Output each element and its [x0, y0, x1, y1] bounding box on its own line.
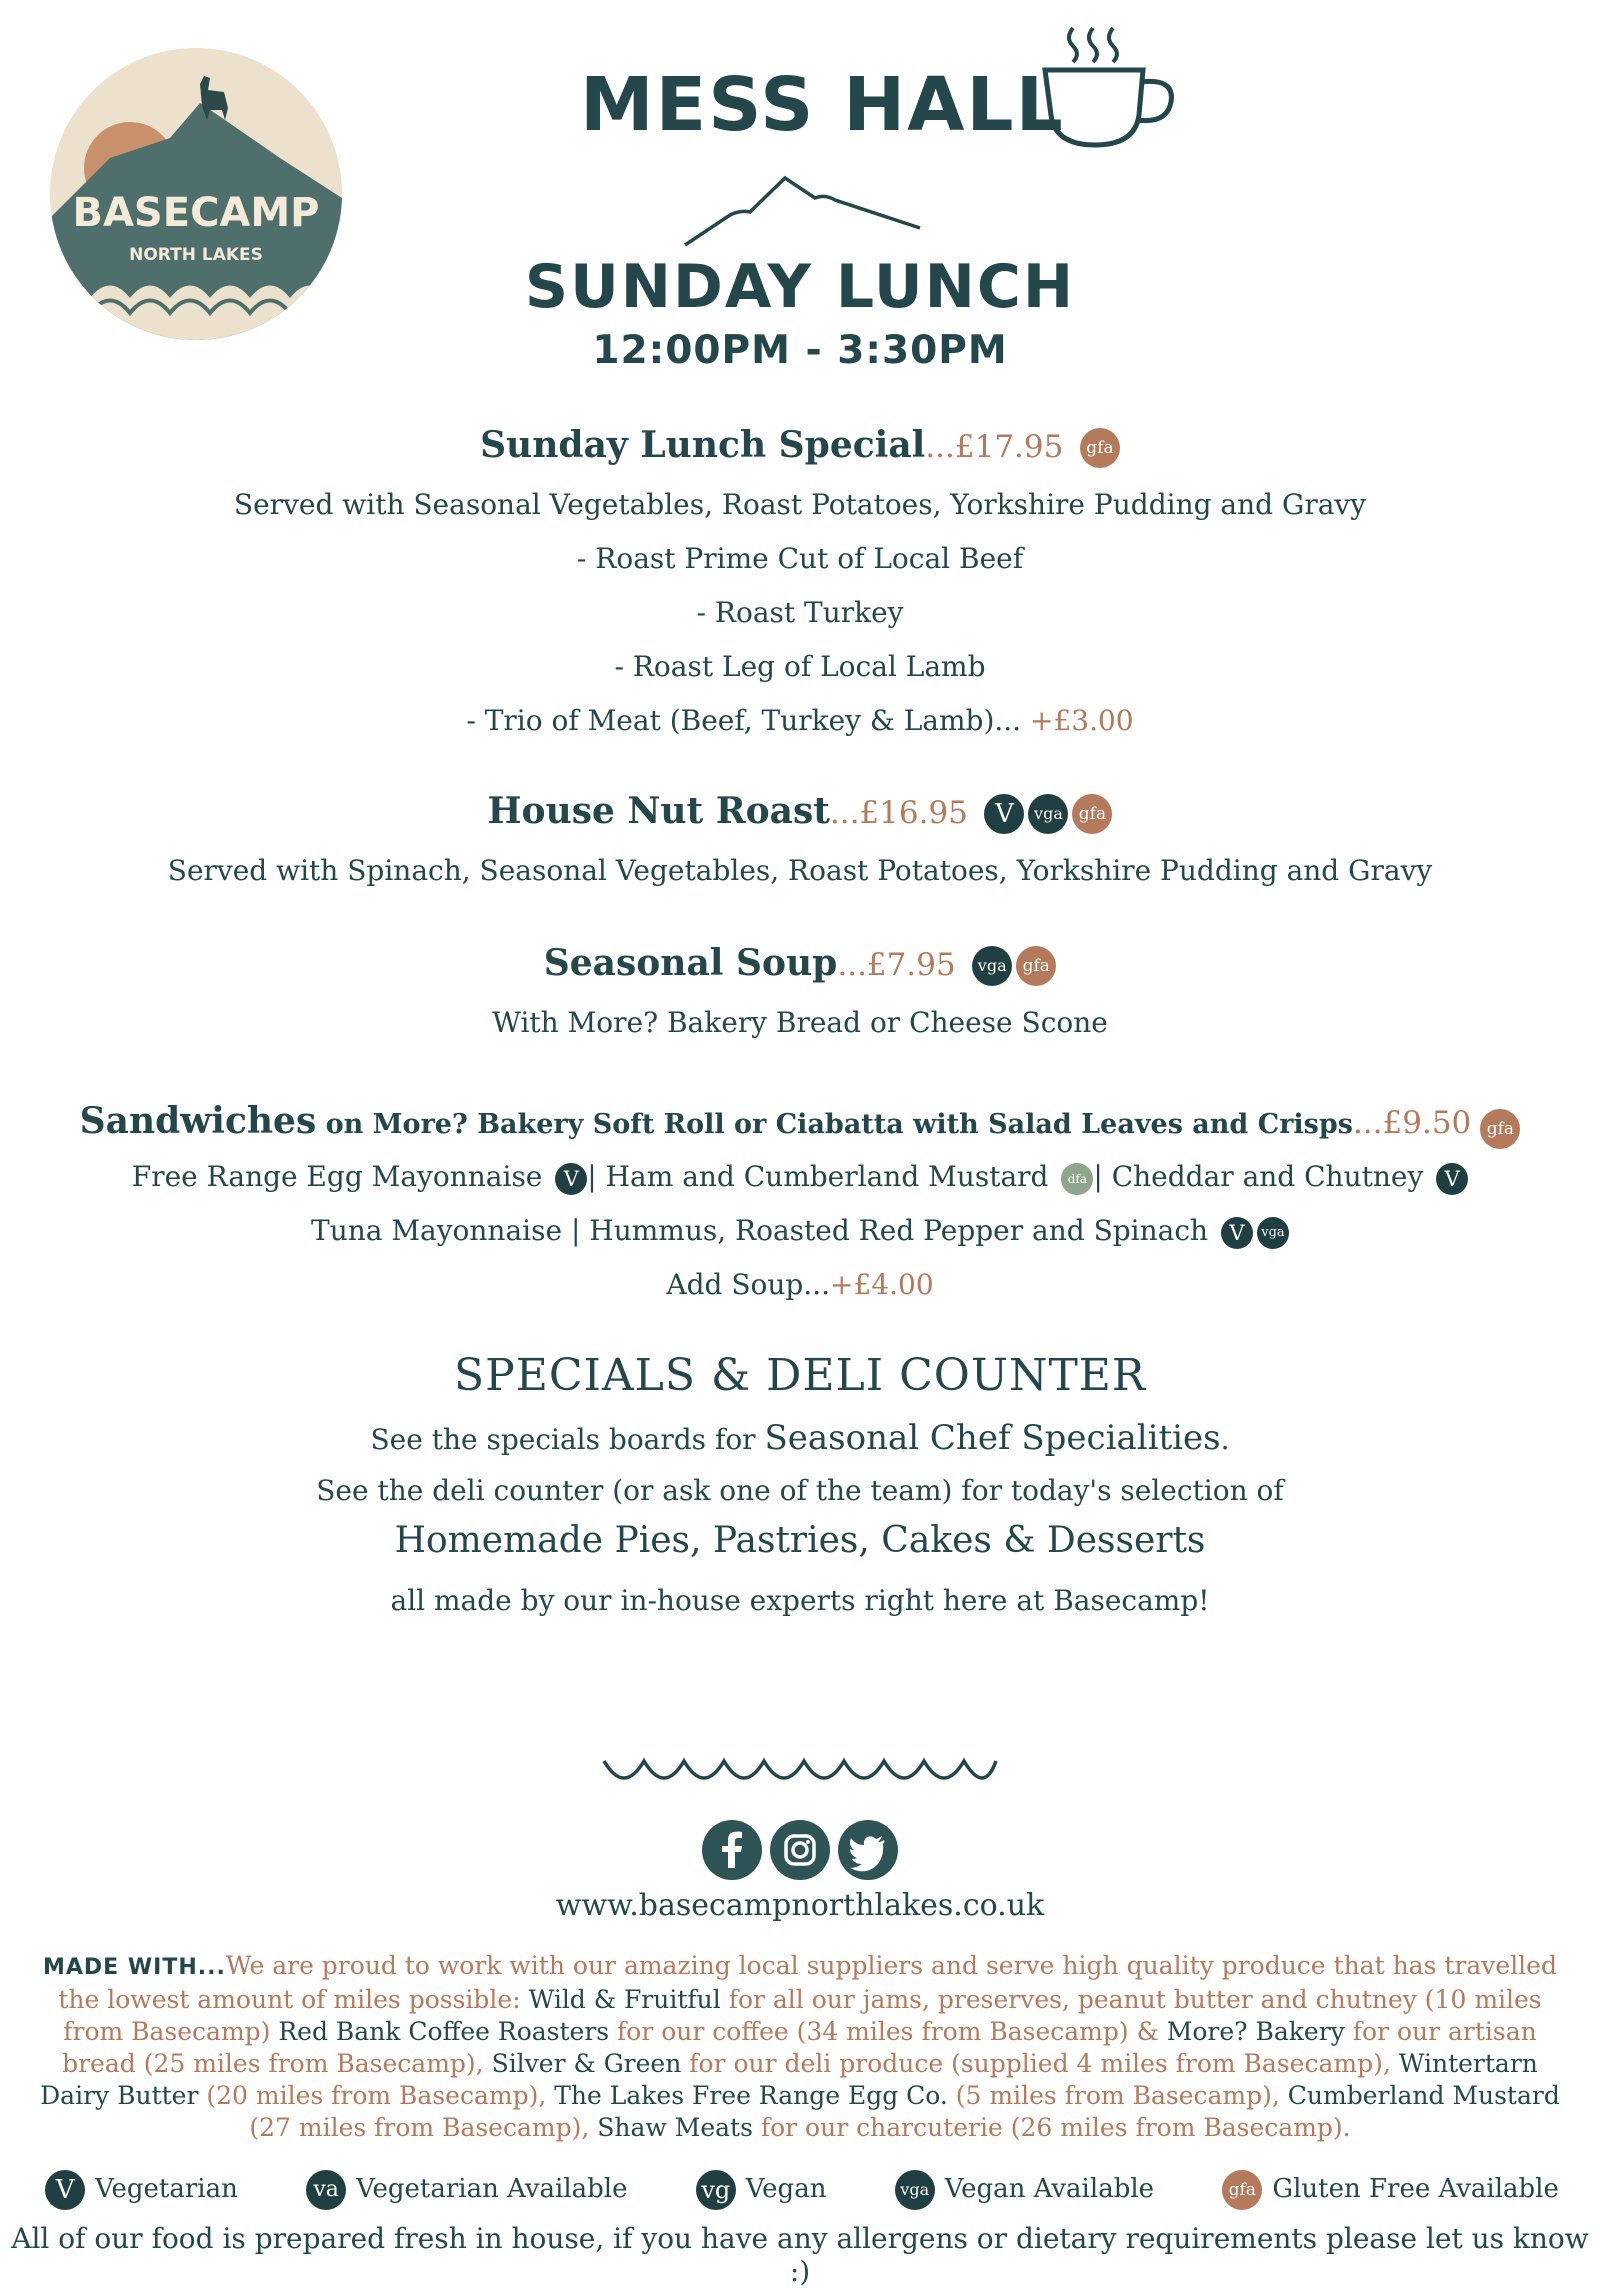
opening-hours: 12:00PM - 3:30PM [592, 328, 1008, 373]
add-soup [0, 1268, 1600, 1301]
made-with-paragraph: MADE WITH...We are proud to work with our amazing local suppliers and serve high quality produce that has travelled the lowest amount of miles possible: Wild & Fruitful for all our jams, preserves, peanut butter and chutney (10 miles from Basecamp) Red Bank Coffee Roasters for our coffee (34 miles from Basecamp) & More? Bakery for our artisan bread (25 miles from Basecamp), Silver & Green for our deli produce (supplied 4 miles from Basecamp), Wintertarn Dairy Butter (20 miles from Basecamp), The Lakes Free Range Egg Co. (5 miles from Basecamp), Cumberland Mustard (27 miles from Basecamp), Shaw Meats for our charcuterie (26 miles from Basecamp). [40, 1951, 1560, 2142]
vegetarian-badge: V [984, 794, 1024, 834]
special-price: £17.95 [954, 429, 1064, 465]
twitter-icon[interactable] [838, 1820, 898, 1880]
sandwiches-sub: on More? Bakery Soft Roll or Ciabatta with Salad Leaves and Crisps [316, 1109, 1353, 1140]
nut-roast-price: £16.95 [859, 795, 968, 831]
made-with-lead: MADE WITH... [43, 1955, 226, 1980]
dietary-legend [0, 2170, 1600, 2210]
filling-ham: | Ham and Cumberland Mustard [587, 1160, 1049, 1193]
special-heading [0, 424, 1600, 468]
logo-sub: NORTH LAKES [129, 245, 263, 265]
nut-roast-name: House Nut Roast [487, 790, 830, 832]
specials-line-1: See the specials boards for Seasonal Chef Specialities. [370, 1418, 1230, 1458]
soup-heading [0, 942, 1600, 986]
social-links [700, 1820, 900, 1884]
special-dots: ... [925, 429, 955, 465]
legend-vegetarian-available: va Vegetarian Available [302, 2170, 627, 2210]
logo-brand: BASECAMP [72, 190, 320, 236]
gfa-badge: gfa [1072, 794, 1112, 834]
sandwich-fillings-line-1 [0, 1160, 1600, 1195]
special-name: Sunday Lunch Special [480, 424, 926, 466]
special-option-lamb: - Roast Leg of Local Lamb [614, 650, 986, 683]
legend-gluten-free-available: gfa Gluten Free Available [1218, 2170, 1559, 2210]
vegetarian-badge: V [1221, 1217, 1253, 1249]
filling-tuna-hummus: Tuna Mayonnaise | Hummus, Roasted Red Pepper and Spinach [311, 1214, 1209, 1247]
sandwiches-heading [0, 1100, 1600, 1149]
mountain-divider-icon [680, 170, 925, 250]
specials-title: SPECIALS & DELI COUNTER [453, 1350, 1147, 1401]
special-option-turkey: - Roast Turkey [696, 596, 904, 629]
coffee-cup-icon [1035, 20, 1185, 150]
soup-price: £7.95 [866, 947, 956, 983]
menu-subtitle: SUNDAY LUNCH [524, 252, 1076, 322]
gfa-badge: gfa [1480, 1109, 1520, 1149]
dairy-free-available-badge: dfa [1061, 1163, 1093, 1195]
website-link[interactable]: www.basecampnorthlakes.co.uk [555, 1888, 1045, 1923]
nut-roast-dots: ... [829, 795, 860, 831]
soup-dots: ... [837, 947, 867, 983]
page-title: MESS HALL [580, 62, 1065, 148]
specials-line-2: See the deli counter (or ask one of the team) for today's selection of [316, 1474, 1284, 1507]
sandwiches-price: £9.50 [1382, 1105, 1472, 1141]
add-soup-price: +£4.00 [830, 1268, 934, 1301]
vegetarian-badge: V [555, 1163, 587, 1195]
legend-vegetarian: V Vegetarian [41, 2170, 238, 2210]
seasonal-chef-specialities: Seasonal Chef Specialities [764, 1418, 1221, 1458]
special-description: Served with Seasonal Vegetables, Roast Potatoes, Yorkshire Pudding and Gravy [233, 488, 1367, 521]
instagram-icon[interactable] [770, 1820, 830, 1880]
special-option-trio [0, 704, 1600, 737]
vegan-available-badge: vga [972, 946, 1012, 986]
vegan-available-badge: vga [1257, 1217, 1289, 1249]
nut-roast-description: Served with Spinach, Seasonal Vegetables, Roast Potatoes, Yorkshire Pudding and Gravy [167, 854, 1433, 887]
legend-vegan: vg Vegan [692, 2170, 827, 2210]
sandwiches-name: Sandwiches [79, 1100, 317, 1142]
gfa-badge: gfa [1080, 428, 1120, 468]
add-soup-label: Add Soup... [666, 1268, 831, 1301]
special-option-beef: - Roast Prime Cut of Local Beef [576, 542, 1024, 575]
specials-line-4: all made by our in-house experts right here at Basecamp! [390, 1584, 1210, 1617]
nut-roast-heading [0, 790, 1600, 834]
specials-line-3: Homemade Pies, Pastries, Cakes & Desserts [394, 1520, 1206, 1561]
trio-price: +£3.00 [1030, 704, 1134, 737]
allergen-notice: All of our food is prepared fresh in house, if you have any allergens or dietary requirements please let us know :) [11, 2222, 1589, 2288]
legend-vegan-available: vga Vegan Available [891, 2170, 1154, 2210]
vegan-available-badge: vga [1028, 794, 1068, 834]
sandwiches-dots: ... [1352, 1105, 1383, 1141]
gfa-badge: gfa [1016, 946, 1056, 986]
sandwich-fillings-line-2 [0, 1214, 1600, 1249]
vegetarian-badge: V [1436, 1163, 1468, 1195]
trio-label: - Trio of Meat (Beef, Turkey & Lamb)... [466, 704, 1022, 737]
soup-name: Seasonal Soup [543, 942, 838, 984]
soup-description: With More? Bakery Bread or Cheese Scone [492, 1006, 1108, 1039]
filling-egg: Free Range Egg Mayonnaise [131, 1160, 543, 1193]
filling-cheddar: | Cheddar and Chutney [1093, 1160, 1424, 1193]
facebook-icon[interactable] [702, 1820, 762, 1880]
waves-divider-icon [600, 1755, 1000, 1795]
